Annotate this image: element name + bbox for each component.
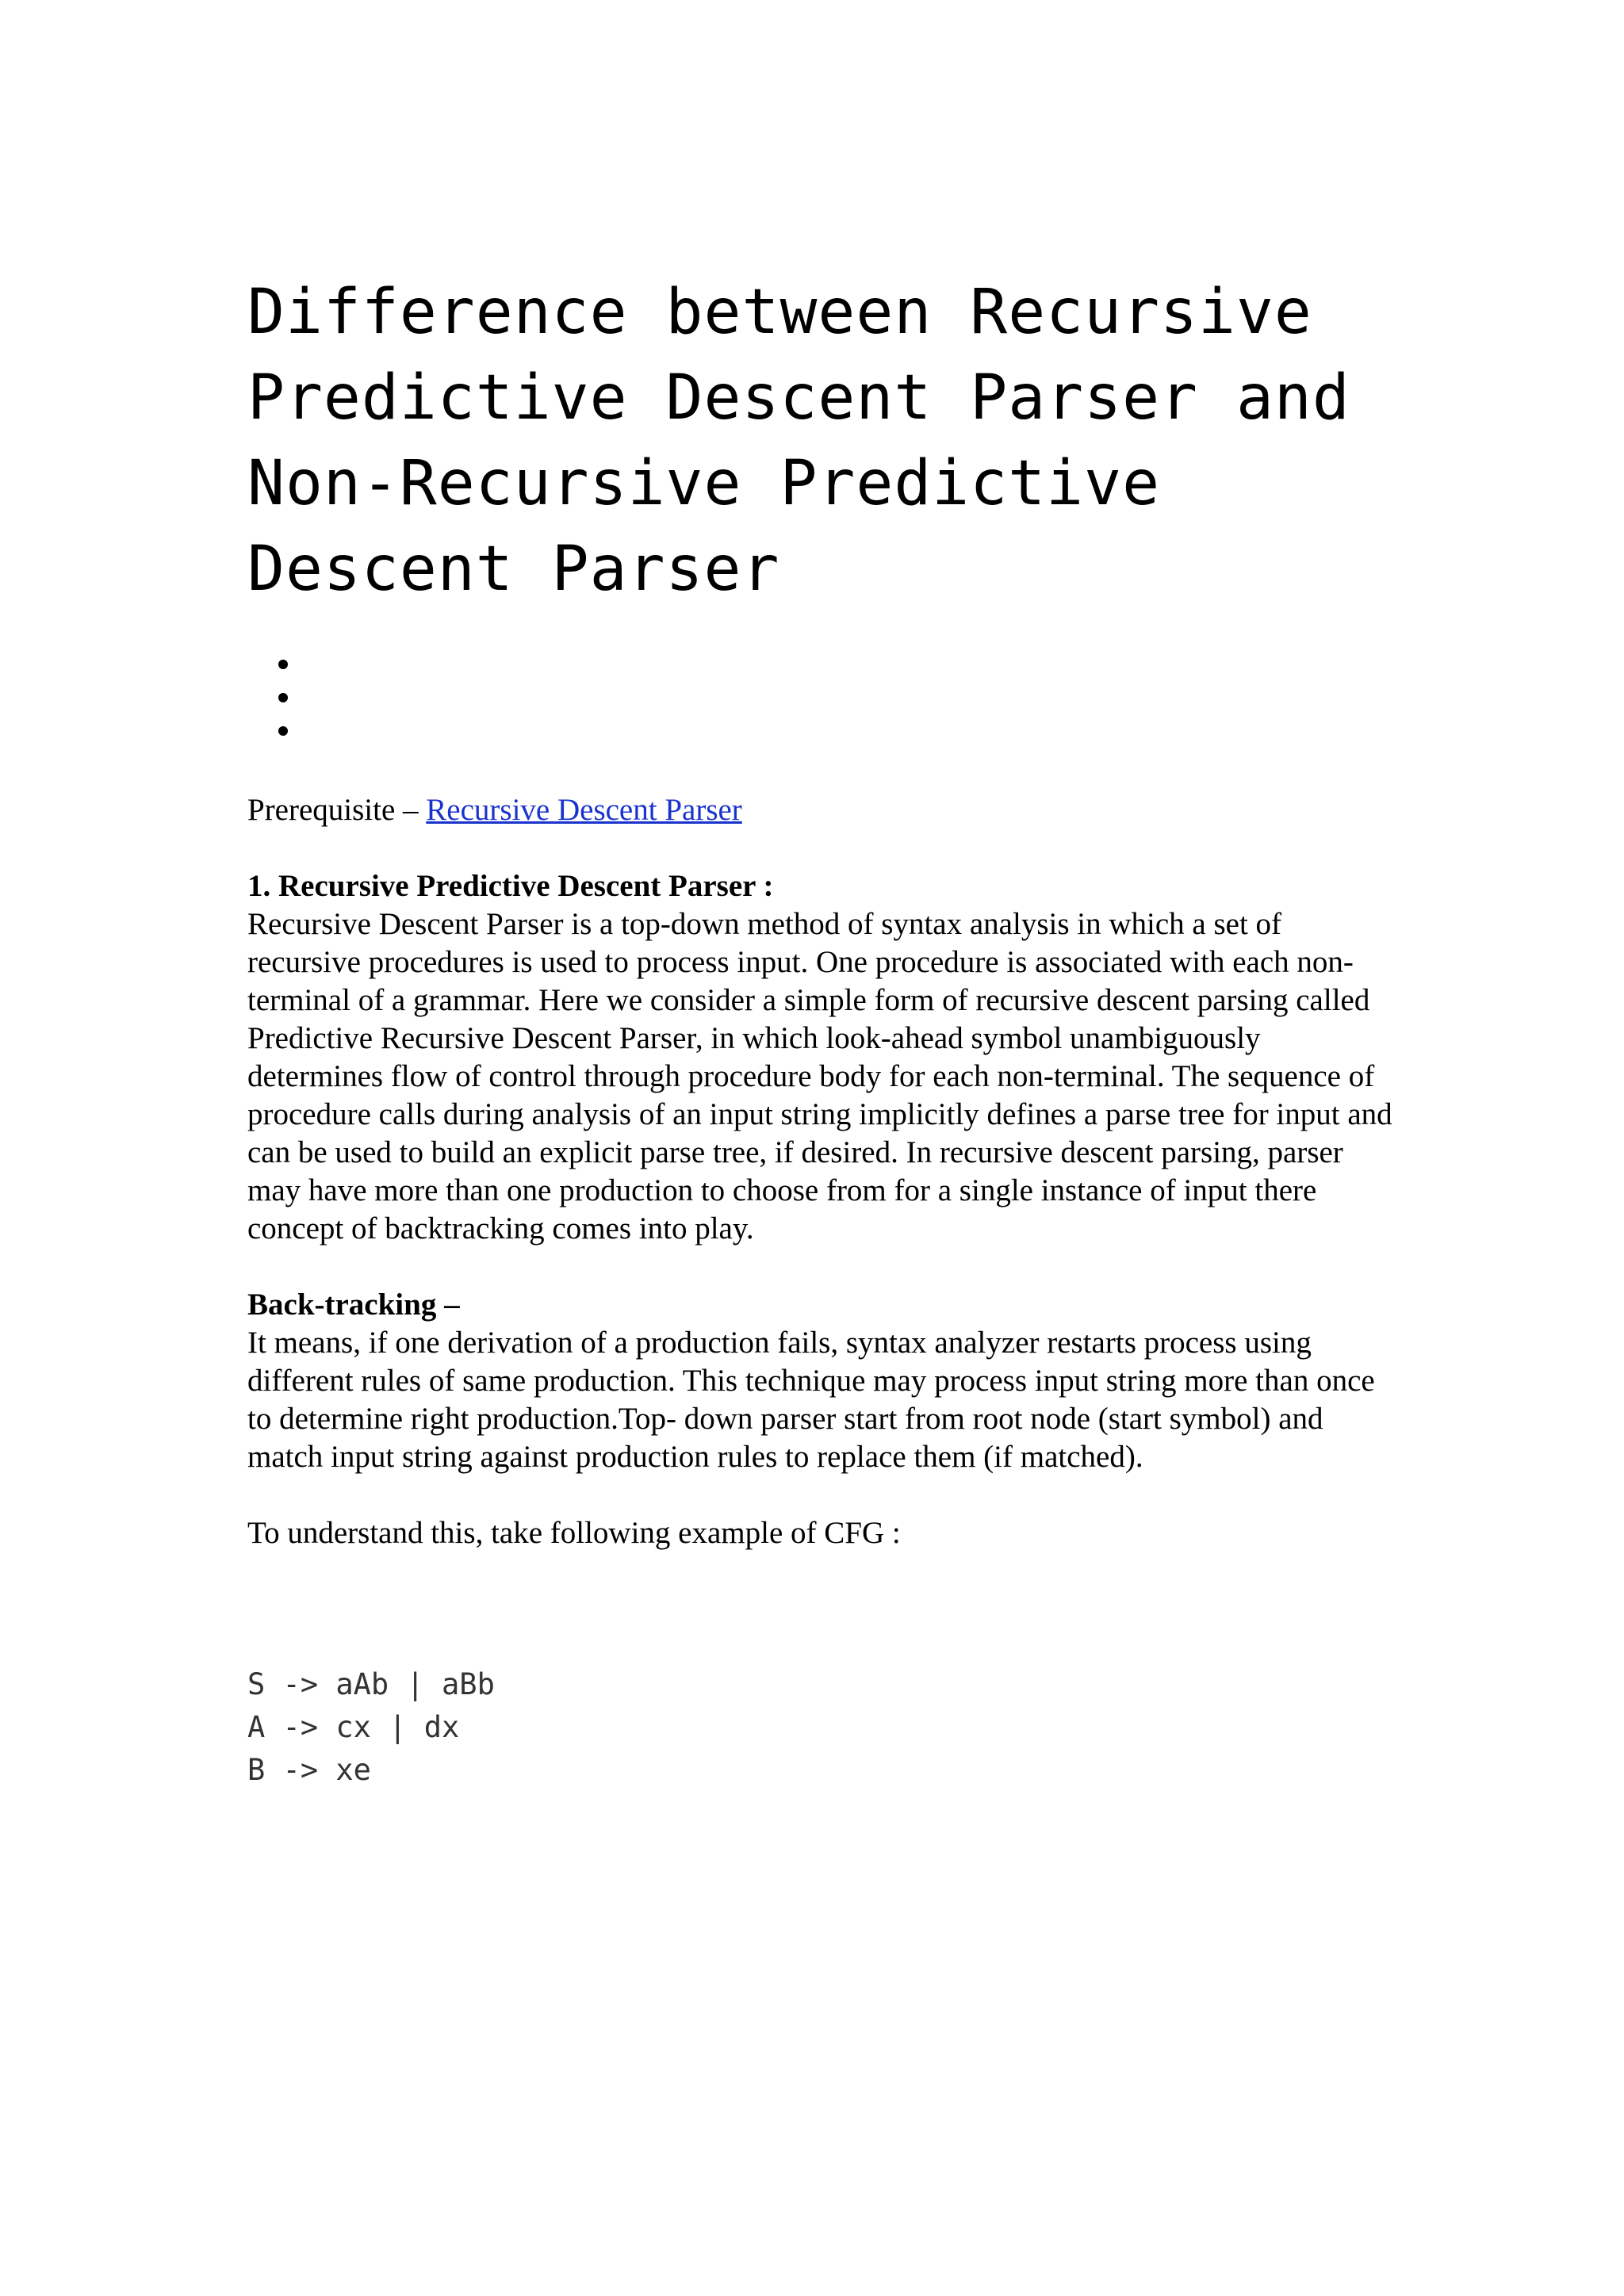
bullet-item	[303, 680, 1397, 714]
section-paragraph-backtracking: It means, if one derivation of a production fails, syntax analyzer restarts process using different rules of same production. This technique may process input string more than once to determine right production.Top- down parser start from root node (start symbol) and match input string against production rules to replace them (if matched).	[247, 1326, 1375, 1474]
bullet-item	[303, 714, 1397, 747]
grammar-code-block	[247, 1663, 1397, 1792]
grammar-line: A -> cx | dx	[247, 1710, 460, 1744]
article-title: Difference between Recursive Predictive Descent Parser and Non-Recursive Predictive Descent Parser	[247, 277, 1350, 605]
section-heading-backtracking: Back-tracking –	[247, 1288, 460, 1322]
article	[247, 270, 1397, 1792]
prerequisite-label: Prerequisite –	[247, 793, 427, 827]
empty-bullet-list	[247, 647, 1397, 747]
section-paragraph-recursive: Recursive Descent Parser is a top-down method of syntax analysis in which a set of recursive procedures is used to process input. One procedure is associated with each non-terminal of a grammar. Here we consider a simple form of recursive descent parsing called Predictive Recursive Descent Parser, in which look-ahead symbol unambiguously determines flow of control through procedure body for each non-terminal. The sequence of procedure calls during analysis of an input string implicitly defines a parse tree for input and can be used to build an explicit parse tree, if desired. In recursive descent parsing, parser may have more than one production to choose from for a single instance of input there concept of backtracking comes into play.	[247, 907, 1392, 1246]
section-heading-recursive: 1. Recursive Predictive Descent Parser :	[247, 869, 774, 903]
example-intro: To understand this, take following example of CFG :	[247, 1516, 901, 1550]
prerequisite-line	[247, 791, 1397, 829]
grammar-line: S -> aAb | aBb	[247, 1667, 495, 1701]
recursive-descent-parser-link[interactable]: Recursive Descent Parser	[426, 793, 742, 827]
grammar-line: B -> xe	[247, 1753, 371, 1787]
bullet-item	[303, 647, 1397, 680]
